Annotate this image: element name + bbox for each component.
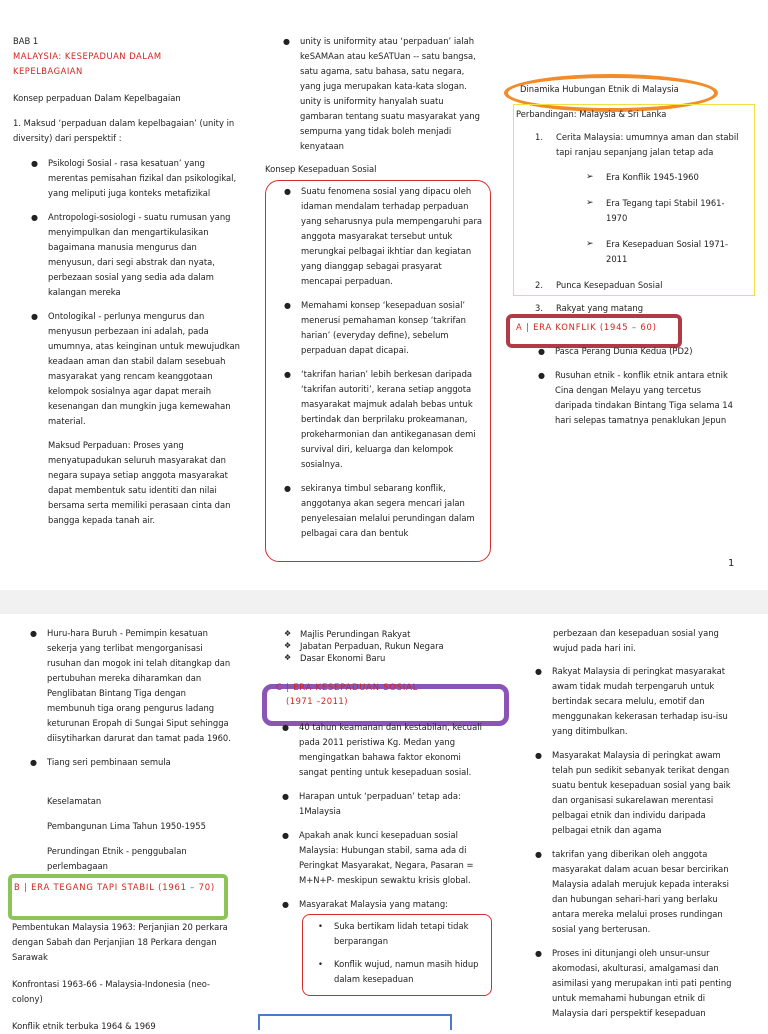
matang-list [316, 919, 486, 995]
item-number: 2. [535, 280, 543, 290]
document-page-2 [0, 614, 768, 1031]
list-item: ● Antropologi-sosiologi - suatu rumusan yang menyimpulkan dan mengartikulasikan bagaimana manusia mengurus dan menyusun, dari segi abstrak dan nyata, perbezaan sosial yang sedia ada dalam kalangan mereka [31, 210, 243, 300]
perbandingan-content [535, 130, 745, 324]
item-text: Rakyat yang matang [556, 303, 644, 313]
page-gap [0, 590, 768, 614]
blue-box-partial [258, 1014, 452, 1030]
tegang-lines [12, 920, 234, 1034]
list-item: ● sekiranya timbul sebarang konflik, anggotanya akan segera mencari jalan penyelesaian melalui perundingan dalam pelbagai cara dan bentuk [284, 481, 482, 541]
list-item: ● Apakah anak kunci kesepaduan sosial Malaysia: Hubungan stabil, sama ada di Peringkat Masyarakat, Negara, Pasaran = M+N+P- meskipun sewaktu krisis global. [282, 828, 484, 888]
list-item: ● Masyarakat Malaysia di peringkat awam telah pun sedikit sebanyak terikat dengan suatu bentuk kesepaduan sosial yang baik dan organisasi sukarelawan merentasi pelbagai etnik dan individu daripada pelbagai etnik dan agama [535, 748, 743, 838]
list-item: ● Suatu fenomena sosial yang dipacu oleh idaman mendalam terhadap perpaduan yang seharusnya pula mempengaruhi para anggota masyarakat tersebut untuk merungkai pelbagai ikhtiar dan kegiatan yang dianggap sebagai prasyarat mencapai perpaduan. [284, 184, 482, 289]
kesepaduan-list [284, 184, 482, 550]
list-item: ● Pasca Perang Dunia Kedua (PD2) [538, 344, 740, 359]
list-item: ● unity is uniformity atau ‘perpaduan’ ialah keSAMAan atau keSATUan -- satu bangsa, satu agama, satu bahasa, satu negara, yang juga merupakan kata-kata slogan. unity is uniformity hanyalah suatu gambaran tentang suatu masyarakat yang sempurna yang tidak boleh menjadi kenyataan [283, 34, 483, 154]
tegang-line: Konfrontasi 1963-66 - Malaysia-Indonesia (neo-colony) [12, 979, 211, 1004]
list-item: ❖ Majlis Perundingan Rakyat [284, 628, 484, 640]
list-item: ● 40 tahun keamanan dan kestabilan, kecuali pada 2011 peristiwa Kg. Medan yang mengingatkan bahawa faktor ekonomi sangat penting untuk kesepaduan sosial. [282, 720, 484, 780]
list-item: ➢ Era Tegang tapi Stabil 1961-1970 [586, 196, 745, 226]
col1-list [30, 626, 235, 779]
list-item: ● Ontologikal - perlunya mengurus dan menyusun perbezaan ini adalah, pada umumnya, atas keinginan untuk mewujudkan keadaan aman dan stabil dalam sesebuah masyarakat yang rencam keanggotaan kelompok sosialnya agar dapat meraih kesenangan dan mungkin juga kemewahan material. [31, 309, 243, 429]
list-item: ● takrifan yang diberikan oleh anggota masyarakat dalam acuan besar bercirikan Malaysia adalah merujuk kepada interaksi dan hubungan sehari-hari yang berlaku antara mereka melalui proses rundingan sosial yang berterusan. [535, 847, 743, 937]
era-konflik-list [538, 344, 740, 437]
perbandingan-label: Perbandingan: Malaysia & Sri Lanka [516, 109, 667, 119]
col3-list [535, 664, 743, 1030]
kesepaduan-heading: Konsep Kesepaduan Sosial [265, 164, 377, 174]
list-item: ● Rusuhan etnik - konflik etnik antara etnik Cina dengan Melayu yang tercetus daripada tindakan Bintang Tiga selama 14 hari selepas tamatnya penaklukan Jepun [538, 368, 740, 428]
diamond-list [284, 628, 484, 664]
col3-intro: perbezaan dan kesepaduan sosial yang wujud pada hari ini. [553, 628, 719, 653]
list-item: ➢ Era Konflik 1945-1960 [586, 170, 745, 185]
era-konflik-label: A | ERA KONFLIK (1945 – 60) [516, 322, 657, 332]
tiang-item: Keselamatan [47, 796, 102, 806]
maksud-perpaduan: Maksud Perpaduan: Proses yang menyatupadukan seluruh masyarakat dan negara supaya setiap anggota masyarakat dapat membentuk satu identiti dan nilai bersama serta memiliki perasaan cinta dan bangga kepada tanah air. [48, 440, 231, 525]
list-item: ● Proses ini ditunjangi oleh unsur-unsur akomodasi, akulturasi, amalgamasi dan asimilasi yang merupakan inti pati penting untuk memahami hubungan etnik di Malaysia dari perspektif kesepaduan [535, 946, 743, 1021]
list-item: ● Masyarakat Malaysia yang matang: [282, 897, 484, 912]
list-item: ● ‘takrifan harian’ lebih berkesan daripada ‘takrifan autoriti’, kerana setiap anggota masyarakat majmuk adalah bebas untuk bertindak dan berprilaku prokeamanan, prokeharmonian dan antikeganasan demi survival diri, keluarga dan kelompok sosialnya. [284, 367, 482, 472]
list-item: ➢ Era Kesepaduan Sosial 1971- 2011 [586, 237, 745, 267]
item-text: Punca Kesepaduan Sosial [556, 280, 663, 290]
item-number: 1. [535, 132, 543, 142]
tiang-item: Perundingan Etnik - penggubalan perlembagaan [47, 846, 187, 871]
era-kesepaduan-label: C | ERA KESEPADUAN SOSIAL [276, 682, 419, 692]
col2-list [282, 720, 484, 921]
column-1 [13, 34, 243, 528]
concept-heading: Konsep perpaduan Dalam Kepelbagaian [13, 93, 181, 103]
list-item [535, 278, 745, 293]
item-number: 3. [535, 303, 543, 313]
list-item: ● Harapan untuk ‘perpaduan’ tetap ada: 1Malaysia [282, 789, 484, 819]
list-item: ● Rakyat Malaysia di peringkat masyarakat awam tidak mudah terpengaruh untuk bertindak secara melulu, emotif dan menggunakan kekerasan terhadap isu-isu yang ditimbulkan. [535, 664, 743, 739]
perspective-list [13, 156, 243, 429]
chapter-title: MALAYSIA: KESEPADUAN DALAM KEPELBAGAIAN [13, 51, 162, 76]
tegang-line: Konflik etnik terbuka 1964 & 1969 [12, 1021, 156, 1031]
list-item: ● Psikologi Sosial - rasa kesatuan’ yang merentas pemisahan fizikal dan psikologikal, yang meliputi juga konteks metafizikal [31, 156, 243, 201]
maksud-intro: 1. Maksud ‘perpaduan dalam kepelbagaian’ (unity in diversity) dari perspektif : [13, 118, 235, 143]
numbered-list [535, 130, 745, 316]
chapter-label: BAB 1 [13, 36, 39, 46]
list-item: • Suka bertikam lidah tetapi tidak berparangan [316, 919, 486, 949]
item-text: Cerita Malaysia: umumnya aman dan stabil tapi ranjau sepanjang jalan tetap ada [556, 132, 739, 157]
list-item: ● Huru-hara Buruh - Pemimpin kesatuan sekerja yang terlibat mengorganisasi rusuhan dan mogok ini telah ditangkap dan pertubuhan mereka diharamkan dan Penglibatan Bintang Tiga dengan membunuh tiga orang pengurus ladang keturunan Eropah di Sungai Siput sehingga diisytiharkan darurat dan tamat pada 1960. [30, 626, 235, 746]
page-number: 1 [728, 558, 735, 569]
tiang-items [47, 794, 237, 874]
list-item: ● Tiang seri pembinaan semula [30, 755, 235, 770]
tiang-item: Pembangunan Lima Tahun 1950-1955 [47, 821, 206, 831]
list-item: • Konflik wujud, namun masih hidup dalam kesepaduan [316, 957, 486, 987]
tegang-line: Pembentukan Malaysia 1963: Perjanjian 20 perkara dengan Sabah dan Perjanjian 18 Perkara dengan Sarawak [12, 922, 228, 962]
list-item [535, 130, 745, 267]
dinamika-label: Dinamika Hubungan Etnik di Malaysia [520, 84, 679, 94]
uniformity-list [283, 34, 483, 154]
era-kesepaduan-years: (1971 –2011) [286, 696, 349, 706]
list-item: ● Memahami konsep ‘kesepaduan sosial’ menerusi pemahaman konsep ‘takrifan harian’ (everyday define), sebelum perpaduan dapat dicapai. [284, 298, 482, 358]
list-item: ❖ Jabatan Perpaduan, Rukun Negara [284, 640, 484, 652]
era-tegang-label: B | ERA TEGANG TAPI STABIL (1961 – 70) [14, 882, 215, 892]
list-item: ❖ Dasar Ekonomi Baru [284, 652, 484, 664]
era-list [586, 170, 745, 267]
column-2 [283, 34, 483, 163]
